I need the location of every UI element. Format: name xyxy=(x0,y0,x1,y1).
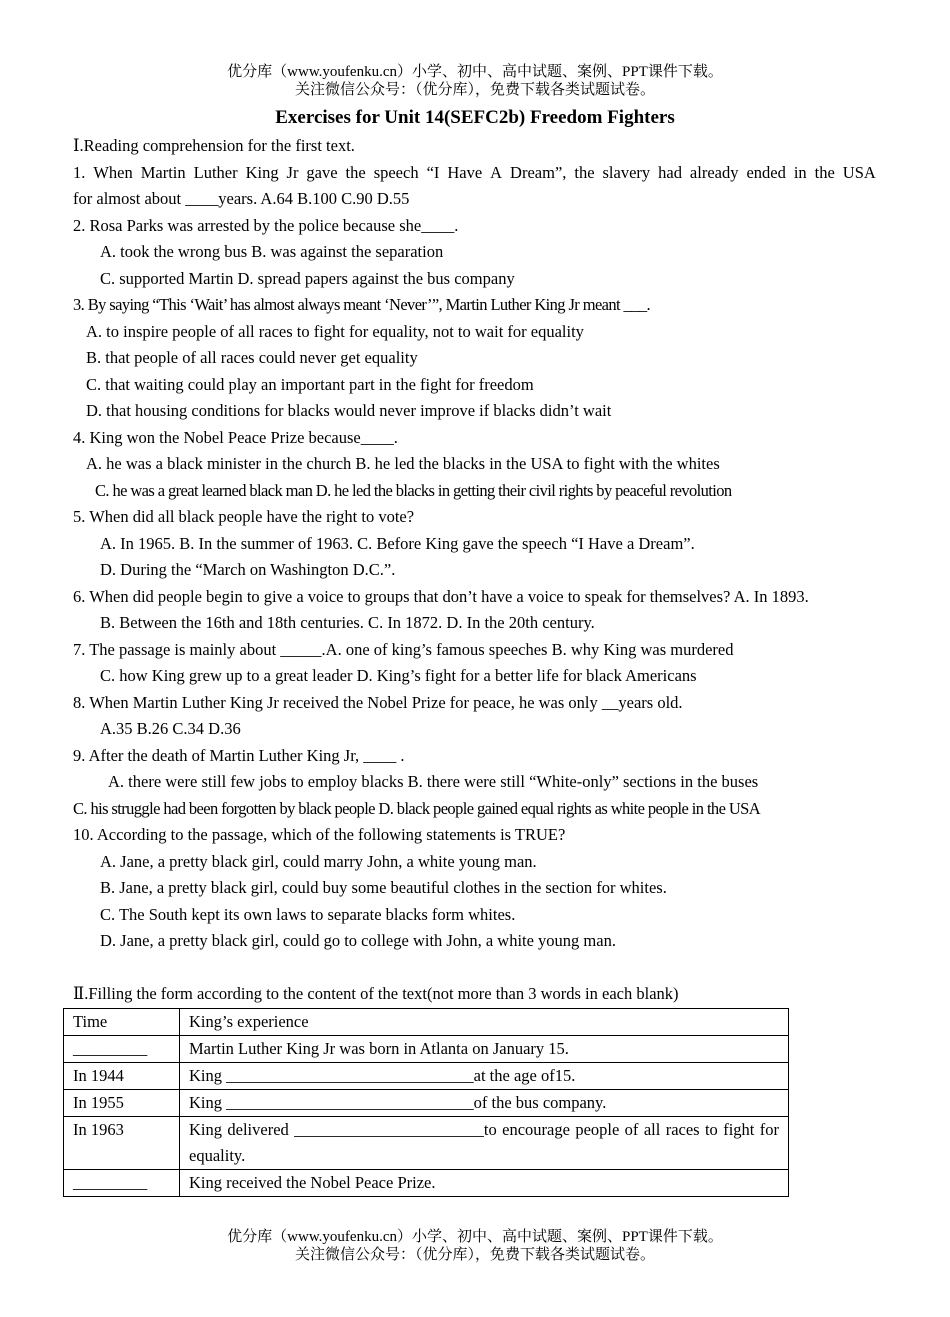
q1-word: Dream”, xyxy=(510,163,567,182)
q1-word: slavery xyxy=(602,163,651,182)
q10-option-a: A. Jane, a pretty black girl, could marry John, a white young man. xyxy=(100,852,537,871)
q1-stem-line1 xyxy=(73,163,876,183)
table-row xyxy=(64,1170,789,1197)
table-header-time: Time xyxy=(64,1009,180,1036)
q4-options-1: A. he was a black minister in the church B. he led the blacks in the USA to fight with the whites xyxy=(86,454,720,473)
q1-word: gave xyxy=(306,163,338,182)
table-cell-experience: King ______________________________of the bus company. xyxy=(180,1090,789,1117)
q9-options-2: C. his struggle had been forgotten by black people D. black people gained equal rights as white people in the USA xyxy=(73,799,761,818)
section2-heading: Ⅱ.Filling the form according to the content of the text(not more than 3 words in each blank) xyxy=(73,984,679,1003)
table-cell-time: In 1963 xyxy=(64,1117,180,1170)
q1-word: King xyxy=(245,163,279,182)
table-cell-time: _________ xyxy=(64,1170,180,1197)
table-row xyxy=(64,1117,789,1170)
table-cell-time: In 1944 xyxy=(64,1063,180,1090)
q1-word: the xyxy=(574,163,595,182)
q1-word: Luther xyxy=(193,163,238,182)
table-row xyxy=(64,1036,789,1063)
footer-line-1: 优分库（www.youfenku.cn）小学、初中、高中试题、案例、PPT课件下载。 xyxy=(227,1229,723,1245)
q6-options: B. Between the 16th and 18th centuries. C. In 1872. D. In the 20th century. xyxy=(100,613,595,632)
q10-option-c: C. The South kept its own laws to separate blacks form whites. xyxy=(100,905,516,924)
table-header-row xyxy=(64,1009,789,1036)
q10-option-b: B. Jane, a pretty black girl, could buy some beautiful clothes in the section for whites. xyxy=(100,878,667,897)
header-line-2: 关注微信公众号：（优分库），免费下载各类试题试卷。 xyxy=(294,82,655,98)
q1-word: When xyxy=(93,163,133,182)
q3-option-d: D. that housing conditions for blacks would never improve if blacks didn’t wait xyxy=(86,401,612,420)
table-cell-time: In 1955 xyxy=(64,1090,180,1117)
page-title: Exercises for Unit 14(SEFC2b) Freedom Fighters xyxy=(275,107,675,128)
q1-word: ended xyxy=(746,163,786,182)
q2-stem: 2. Rosa Parks was arrested by the police because she____. xyxy=(73,216,459,235)
q3-stem: 3. By saying “This ‘Wait’ has almost always meant ‘Never’”, Martin Luther King Jr meant ___. xyxy=(73,295,651,314)
q3-option-b: B. that people of all races could never get equality xyxy=(86,348,418,367)
q1-word: in xyxy=(793,163,807,182)
q1-word: Jr xyxy=(286,163,299,182)
table-row xyxy=(64,1090,789,1117)
q1-word: already xyxy=(689,163,739,182)
q1-word: Have xyxy=(447,163,483,182)
q1-word: the xyxy=(345,163,366,182)
q1-word: 1. xyxy=(73,163,86,182)
q3-option-a: A. to inspire people of all races to fight for equality, not to wait for equality xyxy=(86,322,584,341)
q5-options-2: D. During the “March on Washington D.C.”. xyxy=(100,560,396,579)
q4-stem: 4. King won the Nobel Peace Prize because____. xyxy=(73,428,398,447)
q1-word: USA xyxy=(842,163,876,182)
q1-word: the xyxy=(814,163,835,182)
q1-word: A xyxy=(490,163,503,182)
q1-word: Martin xyxy=(140,163,186,182)
q2-options-2: C. supported Martin D. spread papers against the bus company xyxy=(100,269,515,288)
q5-options-1: A. In 1965. B. In the summer of 1963. C. Before King gave the speech “I Have a Dream”. xyxy=(100,534,695,553)
q1-word: speech xyxy=(373,163,419,182)
header-line-1: 优分库（www.youfenku.cn）小学、初中、高中试题、案例、PPT课件下载。 xyxy=(227,64,723,80)
q1-word: had xyxy=(658,163,682,182)
q1-word: “I xyxy=(426,163,440,182)
table-cell-time: _________ xyxy=(64,1036,180,1063)
section1-heading: Ⅰ.Reading comprehension for the first text. xyxy=(73,136,355,155)
q8-options: A.35 B.26 C.34 D.36 xyxy=(100,719,241,738)
q1-stem-line2: for almost about ____years. A.64 B.100 C.90 D.55 xyxy=(73,189,410,208)
q10-option-d: D. Jane, a pretty black girl, could go to college with John, a white young man. xyxy=(100,931,616,950)
q9-stem: 9. After the death of Martin Luther King Jr, ____ . xyxy=(73,746,405,765)
q7-options: C. how King grew up to a great leader D. King’s fight for a better life for black Americans xyxy=(100,666,697,685)
table-row xyxy=(64,1063,789,1090)
table-cell-experience: King ______________________________at the age of15. xyxy=(180,1063,789,1090)
q5-stem: 5. When did all black people have the right to vote? xyxy=(73,507,415,526)
q3-option-c: C. that waiting could play an important part in the fight for freedom xyxy=(86,375,534,394)
table-header-experience: King’s experience xyxy=(180,1009,789,1036)
table-cell-experience: King delivered _______________________to encourage people of all races to fight for equality. xyxy=(180,1117,789,1170)
q7-stem: 7. The passage is mainly about _____.A. one of king’s famous speeches B. why King was murdered xyxy=(73,640,734,659)
q2-options-1: A. took the wrong bus B. was against the separation xyxy=(100,242,444,261)
table-cell-experience: Martin Luther King Jr was born in Atlanta on January 15. xyxy=(180,1036,789,1063)
q6-stem: 6. When did people begin to give a voice to groups that don’t have a voice to speak for themselves? A. In 1893. xyxy=(73,587,809,606)
experience-form-table xyxy=(63,1008,789,1197)
footer-line-2: 关注微信公众号：（优分库），免费下载各类试题试卷。 xyxy=(294,1247,655,1263)
q9-options-1: A. there were still few jobs to employ blacks B. there were still “White-only” sections in the buses xyxy=(108,772,759,791)
q4-options-2: C. he was a great learned black man D. he led the blacks in getting their civil rights by peaceful revolution xyxy=(95,481,732,500)
q10-stem: 10. According to the passage, which of the following statements is TRUE? xyxy=(73,825,566,844)
q8-stem: 8. When Martin Luther King Jr received the Nobel Prize for peace, he was only __years old. xyxy=(73,693,683,712)
table-cell-experience: King received the Nobel Peace Prize. xyxy=(180,1170,789,1197)
